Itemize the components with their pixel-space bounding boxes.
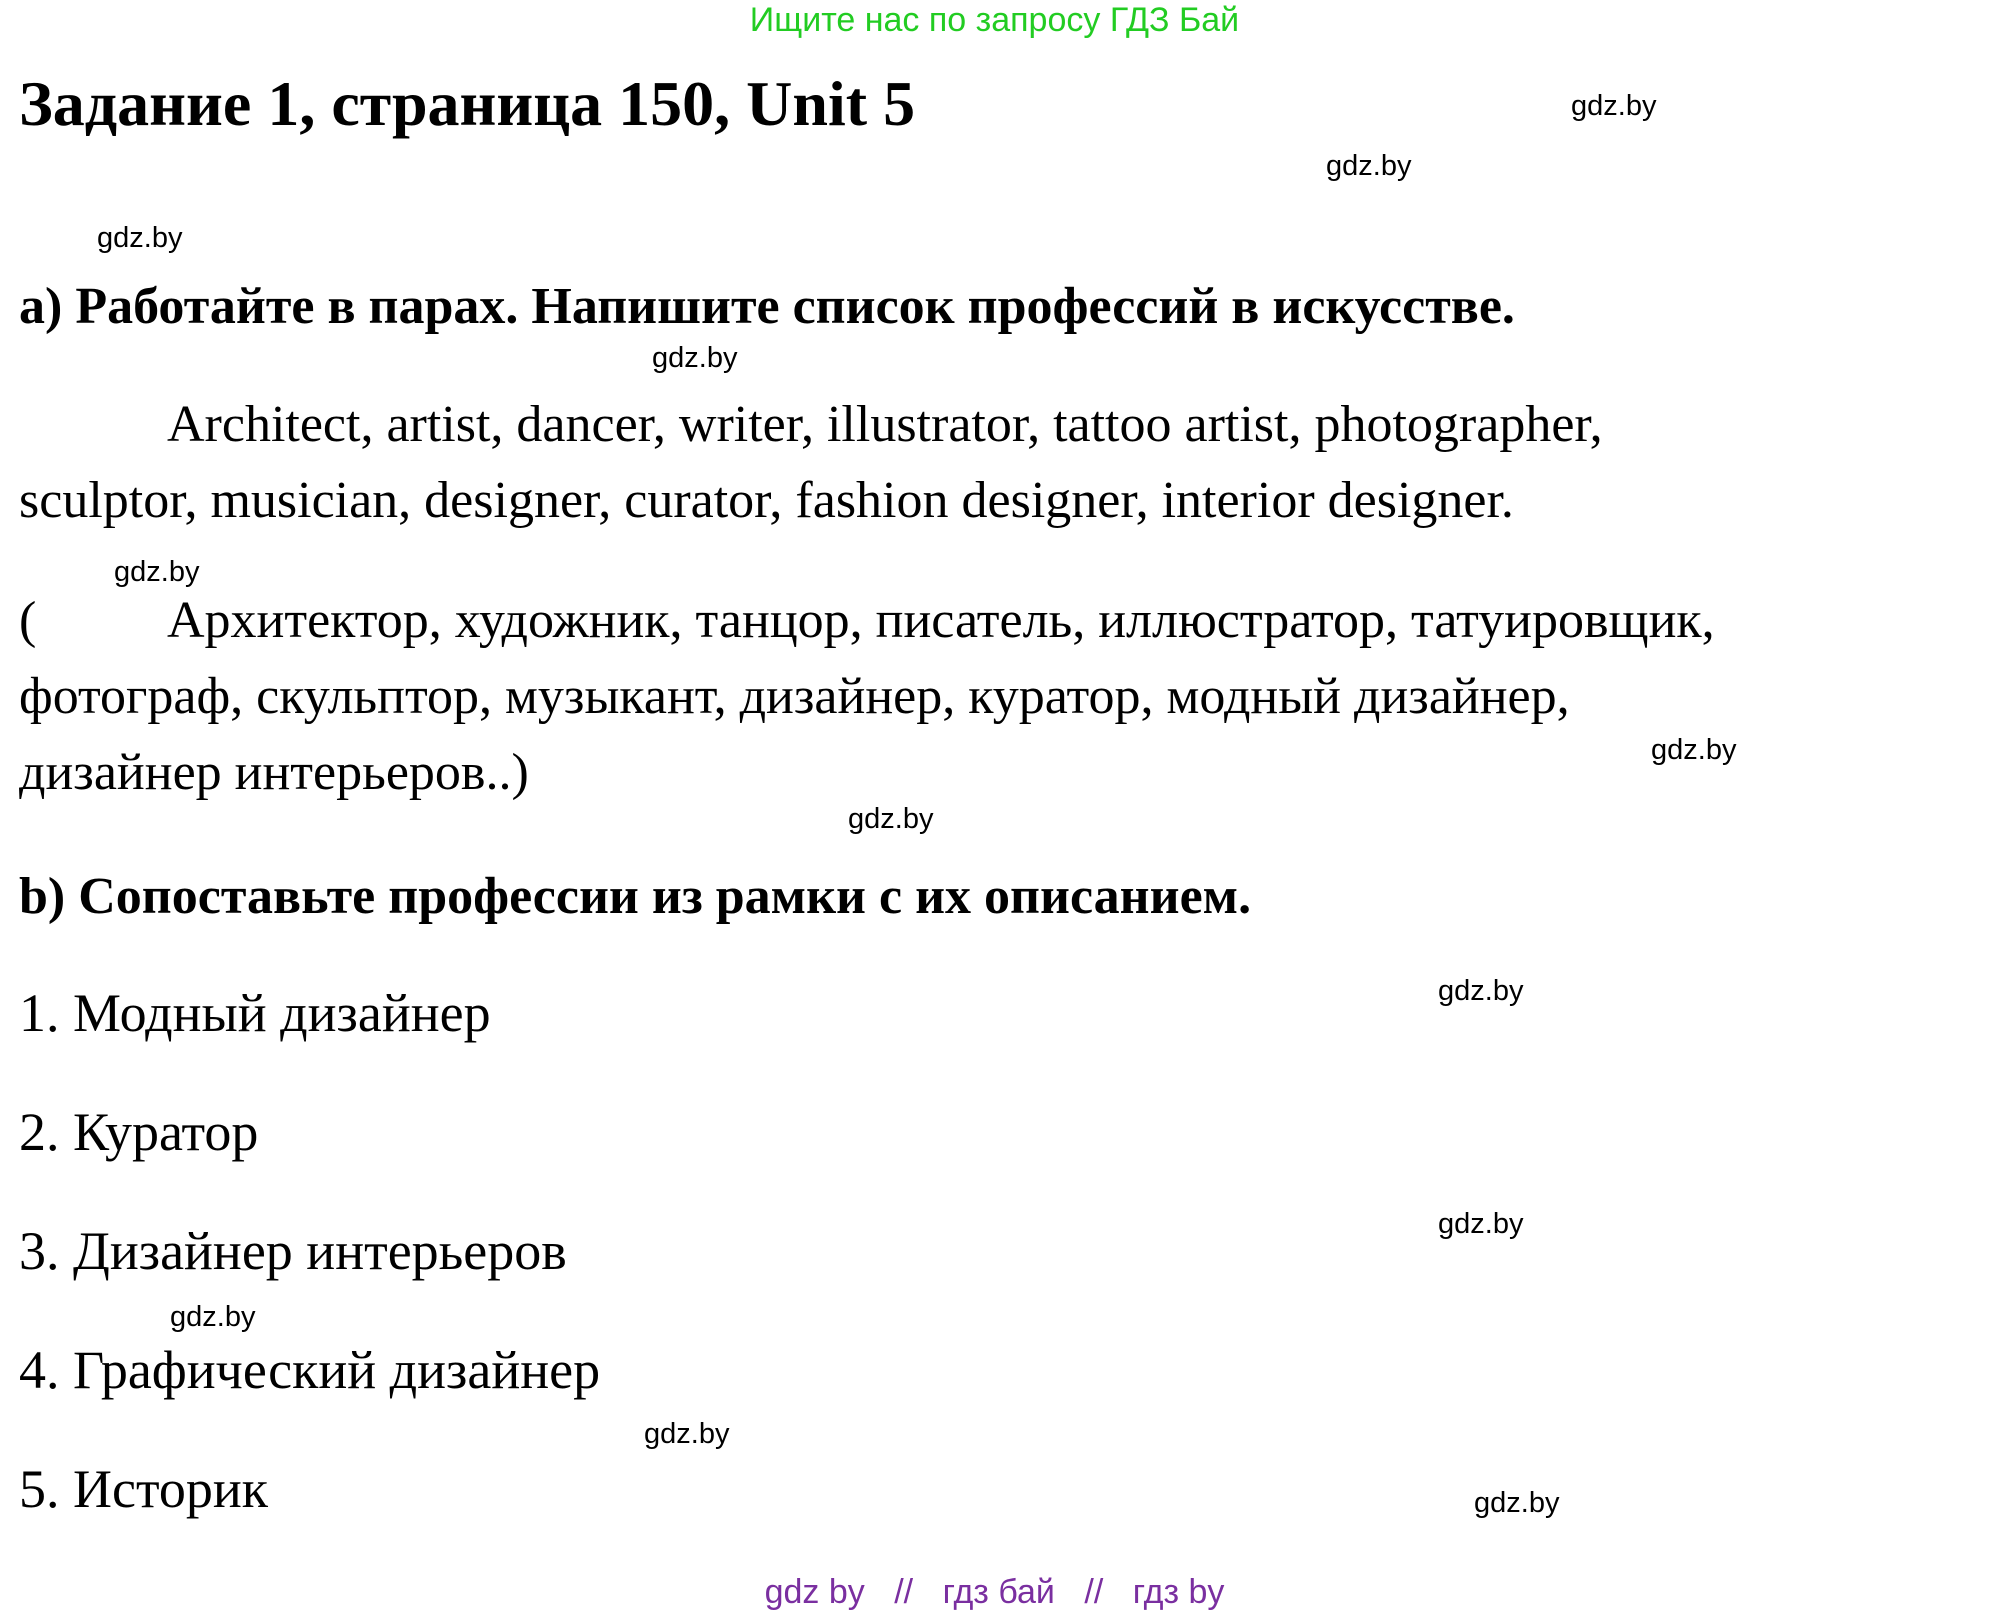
- list-item: 2. Куратор: [19, 1102, 259, 1162]
- list-item: 3. Дизайнер интерьеров: [19, 1221, 567, 1281]
- watermark: gdz.by: [170, 1301, 256, 1333]
- russian-line-3: дизайнер интерьеров..): [19, 744, 529, 801]
- english-line-2: sculptor, musician, designer, curator, fashion designer, interior designer.: [19, 472, 1514, 529]
- section-b-heading: b) Сопоставьте профессии из рамки с их описанием.: [19, 868, 1252, 925]
- section-a-heading: а) Работайте в парах. Напишите список профессий в искусстве.: [19, 278, 1515, 335]
- page-title: Задание 1, страница 150, Unit 5: [19, 68, 916, 139]
- watermark: gdz.by: [1326, 150, 1412, 182]
- russian-line-1: [19, 583, 1715, 659]
- english-line-1: [19, 387, 1603, 463]
- footer-link-gdz-by[interactable]: gdz by: [764, 1573, 865, 1611]
- watermark: gdz.by: [644, 1418, 730, 1450]
- watermark: gdz.by: [848, 803, 934, 835]
- list-item: 4. Графический дизайнер: [19, 1340, 601, 1400]
- watermark: gdz.by: [1438, 975, 1524, 1007]
- russian-line-1-text: Архитектор, художник, танцор, писатель, иллюстратор, татуировщик,: [167, 592, 1715, 649]
- footer-separator: //: [1084, 1573, 1104, 1611]
- list-item: 1. Модный дизайнер: [19, 983, 491, 1043]
- footer-separator: //: [894, 1573, 914, 1611]
- watermark: gdz.by: [114, 556, 200, 588]
- watermark: gdz.by: [652, 342, 738, 374]
- watermark: gdz.by: [1474, 1487, 1560, 1519]
- watermark: gdz.by: [1571, 90, 1657, 122]
- watermark: gdz.by: [97, 222, 183, 254]
- list-item: 5. Историк: [19, 1459, 268, 1519]
- top-banner: Ищите нас по запросу ГДЗ Бай: [749, 1, 1240, 39]
- open-paren: (: [19, 592, 37, 649]
- watermark: gdz.by: [1438, 1208, 1524, 1240]
- footer: [0, 1572, 1989, 1612]
- watermark: gdz.by: [1651, 734, 1737, 766]
- russian-line-2: фотограф, скульптор, музыкант, дизайнер, куратор, модный дизайнер,: [19, 668, 1570, 725]
- footer-link-gdz-bai[interactable]: гдз бай: [942, 1573, 1055, 1611]
- footer-link-gdz-by-ru[interactable]: гдз by: [1132, 1573, 1225, 1611]
- english-line-1-text: Architect, artist, dancer, writer, illustrator, tattoo artist, photographer,: [167, 396, 1603, 453]
